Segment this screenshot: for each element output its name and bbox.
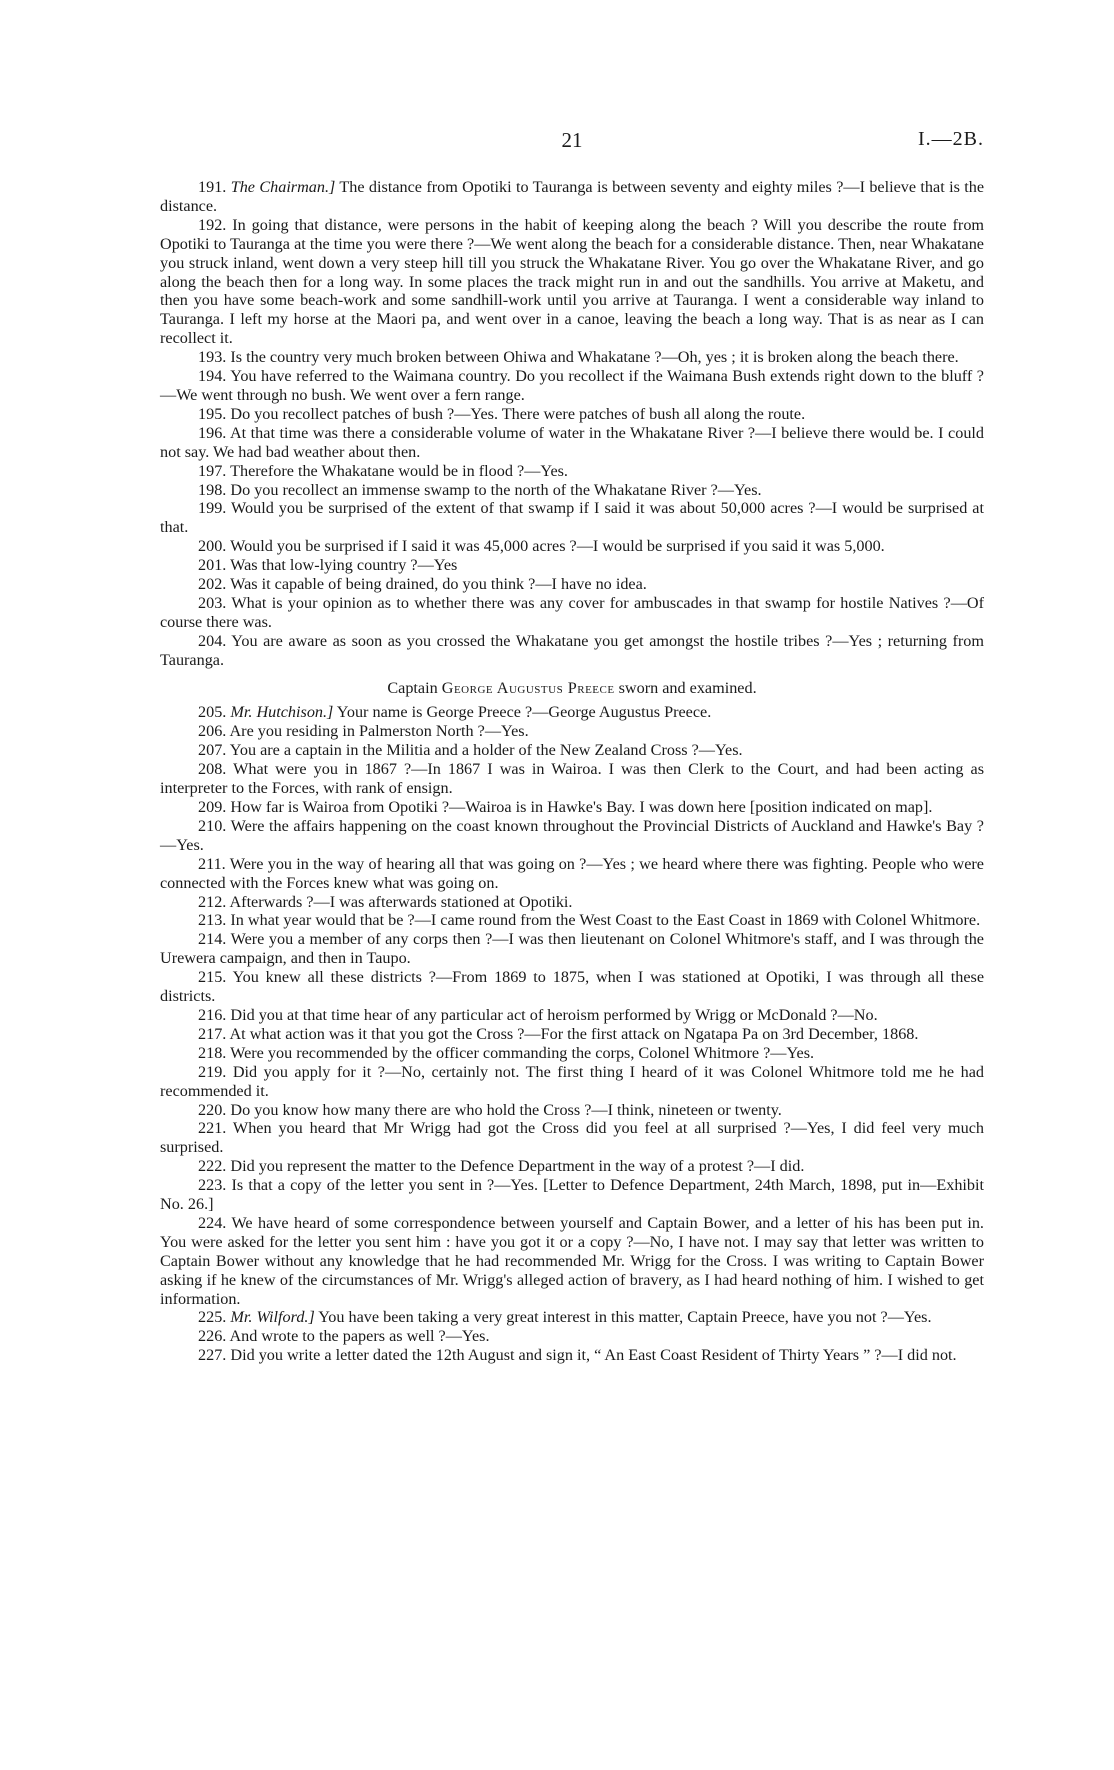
question-answer-paragraph — [160, 424, 984, 462]
question-answer-paragraph — [160, 1044, 984, 1063]
question-number: 201. — [198, 556, 231, 575]
page-header — [160, 128, 984, 154]
question-answer-text: In what year would that be ?—I came round from the West Coast to the East Coast in 1869 with Colonel Whitmore. — [230, 911, 981, 930]
question-answer-paragraph — [160, 1101, 984, 1120]
question-number: 198. — [198, 480, 231, 499]
question-number: 206. — [198, 722, 230, 741]
question-answer-text: You have been taking a very great interest in this matter, Captain Preece, have you not ?—Yes. — [314, 1308, 932, 1327]
question-answer-paragraph — [160, 405, 984, 424]
question-answer-paragraph — [160, 1119, 984, 1157]
question-answer-paragraph — [160, 1214, 984, 1309]
question-number: 224. — [198, 1213, 232, 1232]
question-number: 213. — [198, 911, 231, 930]
question-answer-text: You are aware as soon as you crossed the Whakatane you get amongst the hostile tribes ?—Yes ; returning from Tauranga. — [160, 631, 984, 669]
examination-section-1 — [160, 178, 984, 670]
question-answer-paragraph — [160, 1327, 984, 1346]
question-answer-paragraph — [160, 216, 984, 348]
question-answer-text: When you heard that Mr Wrigg had got the Cross did you feel at all surprised ?—Yes, I did feel very much surprised. — [160, 1119, 984, 1157]
witness-name: George Augustus Preece — [441, 678, 615, 697]
question-answer-text: Your name is George Preece ?—George Augustus Preece. — [333, 703, 712, 722]
question-answer-paragraph — [160, 760, 984, 798]
question-answer-paragraph — [160, 481, 984, 500]
speaker-label: Mr. Hutchison.] — [230, 703, 334, 722]
question-number: 194. — [198, 367, 231, 386]
question-answer-text: You have referred to the Waimana country. Do you recollect if the Waimana Bush extends right down to the bluff ?—We went through no bush. We went over a fern range. — [160, 367, 984, 404]
question-number: 193. — [198, 348, 231, 367]
question-number: 197. — [198, 461, 231, 480]
speaker-label: The Chairman.] — [230, 178, 336, 196]
question-answer-text: Were you in the way of hearing all that was going on ?—Yes ; we heard where there was fighting. People who were connected with the Forces knew what was going on. — [160, 854, 984, 892]
question-answer-text: Were you recommended by the officer commanding the corps, Colonel Whitmore ?—Yes. — [230, 1043, 815, 1062]
question-number: 214. — [198, 930, 231, 949]
question-answer-text: Do you know how many there are who hold the Cross ?—I think, nineteen or twenty. — [230, 1100, 782, 1119]
question-number: 208. — [198, 760, 234, 779]
question-number: 221. — [198, 1119, 233, 1138]
question-number: 205. — [198, 703, 231, 722]
page-body — [160, 178, 984, 1365]
question-answer-text: Is that a copy of the letter you sent in ?—Yes. [Letter to Defence Department, 24th March, 1898, put in—Exhibit No. 26.] — [160, 1176, 984, 1214]
question-number: 191. — [198, 178, 231, 196]
document-reference: I.—2B. — [918, 128, 984, 150]
question-answer-paragraph — [160, 594, 984, 632]
question-number: 222. — [198, 1157, 231, 1176]
question-number: 202. — [198, 575, 231, 594]
witness-sworn-text: sworn and examined. — [614, 678, 757, 697]
question-answer-text: How far is Wairoa from Opotiki ?—Wairoa is in Hawke's Bay. I was down here [position indicated on map]. — [230, 798, 933, 816]
witness-heading — [160, 679, 984, 698]
question-answer-paragraph — [160, 741, 984, 760]
question-answer-text: Would you be surprised of the extent of that swamp if I said it was about 50,000 acres ?—I would be surprised at that. — [160, 499, 984, 537]
question-answer-paragraph — [160, 1308, 984, 1327]
question-number: 219. — [198, 1062, 233, 1081]
question-number: 192. — [198, 215, 233, 234]
question-number: 216. — [198, 1005, 231, 1024]
question-number: 196. — [198, 423, 230, 442]
question-answer-paragraph — [160, 1025, 984, 1044]
question-answer-paragraph — [160, 1157, 984, 1176]
question-number: 207. — [198, 741, 230, 760]
question-answer-text: Afterwards ?—I was afterwards stationed at Opotiki. — [229, 892, 573, 911]
question-answer-paragraph — [160, 348, 984, 367]
question-answer-text: Are you residing in Palmerston North ?—Yes. — [229, 722, 529, 741]
question-answer-paragraph — [160, 722, 984, 741]
question-answer-text: In going that distance, were persons in the habit of keeping along the beach ? Will you describe the route from Opotiki to Tauranga at the time you were there ?—We went along the beach for a considerable distance. Then, near Whakatane you struck inland, went down a very steep hill till you struck the Whakatane River. You go over the Whakatane River, and go along the beach then for a long way. In some places the track might run in and out the sandhills. You arrive at Maketu, and then you have some beach-work and some sandhill-work until you arrive at Tauranga. I went a considerable way inland to Tauranga. I left my horse at the Maori pa, and went over in a canoe, leaving the beach a long way. That is as near as I can recollect it. — [160, 215, 985, 348]
question-answer-text: Did you apply for it ?—No, certainly not. The first thing I heard of it was Colonel Whitmore told me he had recommended it. — [160, 1062, 985, 1100]
question-answer-text: Did you represent the matter to the Defence Department in the way of a protest ?—I did. — [230, 1157, 805, 1176]
question-answer-paragraph — [160, 632, 984, 670]
question-number: 203. — [198, 593, 232, 612]
question-answer-paragraph — [160, 930, 984, 968]
question-answer-text: You knew all these districts ?—From 1869 to 1875, when I was stationed at Opotiki, I was through all these districts. — [160, 968, 984, 1006]
question-answer-paragraph — [160, 911, 984, 930]
question-number: 200. — [198, 537, 231, 556]
question-answer-text: What were you in 1867 ?—In 1867 I was in Wairoa. I was then Clerk to the Court, and had been acting as interpreter to the Forces, with rank of ensign. — [160, 760, 984, 798]
question-answer-text: Do you recollect patches of bush ?—Yes. There were patches of bush all along the route. — [230, 404, 806, 423]
question-answer-text: Therefore the Whakatane would be in flood ?—Yes. — [230, 461, 568, 480]
question-number: 215. — [198, 968, 233, 987]
question-answer-paragraph — [160, 703, 984, 722]
question-answer-text: Did you at that time hear of any particular act of heroism performed by Wrigg or McDonald ?—No. — [230, 1005, 878, 1024]
question-answer-text: Were the affairs happening on the coast known throughout the Provincial Districts of Auckland and Hawke's Bay ?—Yes. — [160, 816, 984, 854]
question-answer-text: Is the country very much broken between Ohiwa and Whakatane ?—Oh, yes ; it is broken along the beach there. — [230, 348, 959, 367]
witness-title: Captain — [387, 678, 442, 697]
question-answer-paragraph — [160, 537, 984, 556]
question-answer-text: Were you a member of any corps then ?—I was then lieutenant on Colonel Whitmore's staff, and I was through the Urewera campaign, and then in Taupo. — [160, 930, 984, 968]
question-answer-text: At that time was there a considerable volume of water in the Whakatane River ?—I believe there would be. I could not say. We had bad weather about then. — [160, 423, 985, 461]
question-number: 209. — [198, 798, 231, 816]
question-answer-paragraph — [160, 817, 984, 855]
question-answer-paragraph — [160, 1346, 984, 1365]
question-answer-text: We have heard of some correspondence between yourself and Captain Bower, and a letter of his has been put in. You were asked for the letter you sent him : have you got it or a copy ?—No, I have not. I may say that letter was written to Captain Bower without any knowledge that he had recommended Mr. Wrigg for the Cross. I was writing to Captain Bower asking if he knew of the circumstances of Mr. Wrigg's alleged action of bravery, as I had heard nothing of him. I wished to get information. — [160, 1213, 984, 1308]
question-number: 195. — [198, 404, 231, 423]
question-number: 211. — [198, 854, 230, 873]
question-number: 199. — [198, 499, 232, 518]
question-answer-text: Would you be surprised if I said it was 45,000 acres ?—I would be surprised if you said it was 5,000. — [230, 537, 885, 556]
question-answer-paragraph — [160, 893, 984, 912]
speaker-label: Mr. Wilford.] — [230, 1308, 315, 1327]
question-number: 223. — [198, 1176, 232, 1195]
question-answer-paragraph — [160, 798, 984, 817]
question-answer-text: What is your opinion as to whether there was any cover for ambuscades in that swamp for hostile Natives ?—Of course there was. — [160, 593, 984, 631]
question-answer-text: Did you write a letter dated the 12th August and sign it, “ An East Coast Resident of Thirty Years ” ?—I did not. — [230, 1346, 957, 1365]
question-answer-paragraph — [160, 462, 984, 481]
question-answer-paragraph — [160, 556, 984, 575]
page-number: 21 — [561, 128, 583, 152]
question-number: 226. — [198, 1327, 230, 1346]
question-answer-text: Was it capable of being drained, do you think ?—I have no idea. — [230, 575, 647, 594]
question-number: 227. — [198, 1346, 231, 1365]
question-answer-text: And wrote to the papers as well ?—Yes. — [229, 1327, 490, 1346]
question-answer-paragraph — [160, 367, 984, 405]
question-answer-paragraph — [160, 178, 984, 216]
question-answer-paragraph — [160, 575, 984, 594]
question-number: 204. — [198, 631, 232, 650]
examination-section-2 — [160, 703, 984, 1365]
question-answer-paragraph — [160, 968, 984, 1006]
question-number: 218. — [198, 1043, 231, 1062]
question-answer-paragraph — [160, 499, 984, 537]
question-answer-paragraph — [160, 855, 984, 893]
question-number: 212. — [198, 892, 230, 911]
question-answer-text: Was that low-lying country ?—Yes — [230, 556, 458, 575]
question-answer-paragraph — [160, 1006, 984, 1025]
question-number: 210. — [198, 816, 231, 835]
question-answer-text: Do you recollect an immense swamp to the north of the Whakatane River ?—Yes. — [230, 480, 762, 499]
question-number: 225. — [198, 1308, 231, 1327]
question-answer-paragraph — [160, 1176, 984, 1214]
question-answer-text: At what action was it that you got the Cross ?—For the first attack on Ngatapa Pa on 3rd December, 1868. — [229, 1024, 919, 1043]
question-answer-text: The distance from Opotiki to Tauranga is between seventy and eighty miles ?—I believe that is the distance. — [160, 178, 984, 215]
question-answer-text: You are a captain in the Militia and a holder of the New Zealand Cross ?—Yes. — [229, 741, 743, 760]
question-number: 217. — [198, 1024, 230, 1043]
question-answer-paragraph — [160, 1063, 984, 1101]
question-number: 220. — [198, 1100, 231, 1119]
